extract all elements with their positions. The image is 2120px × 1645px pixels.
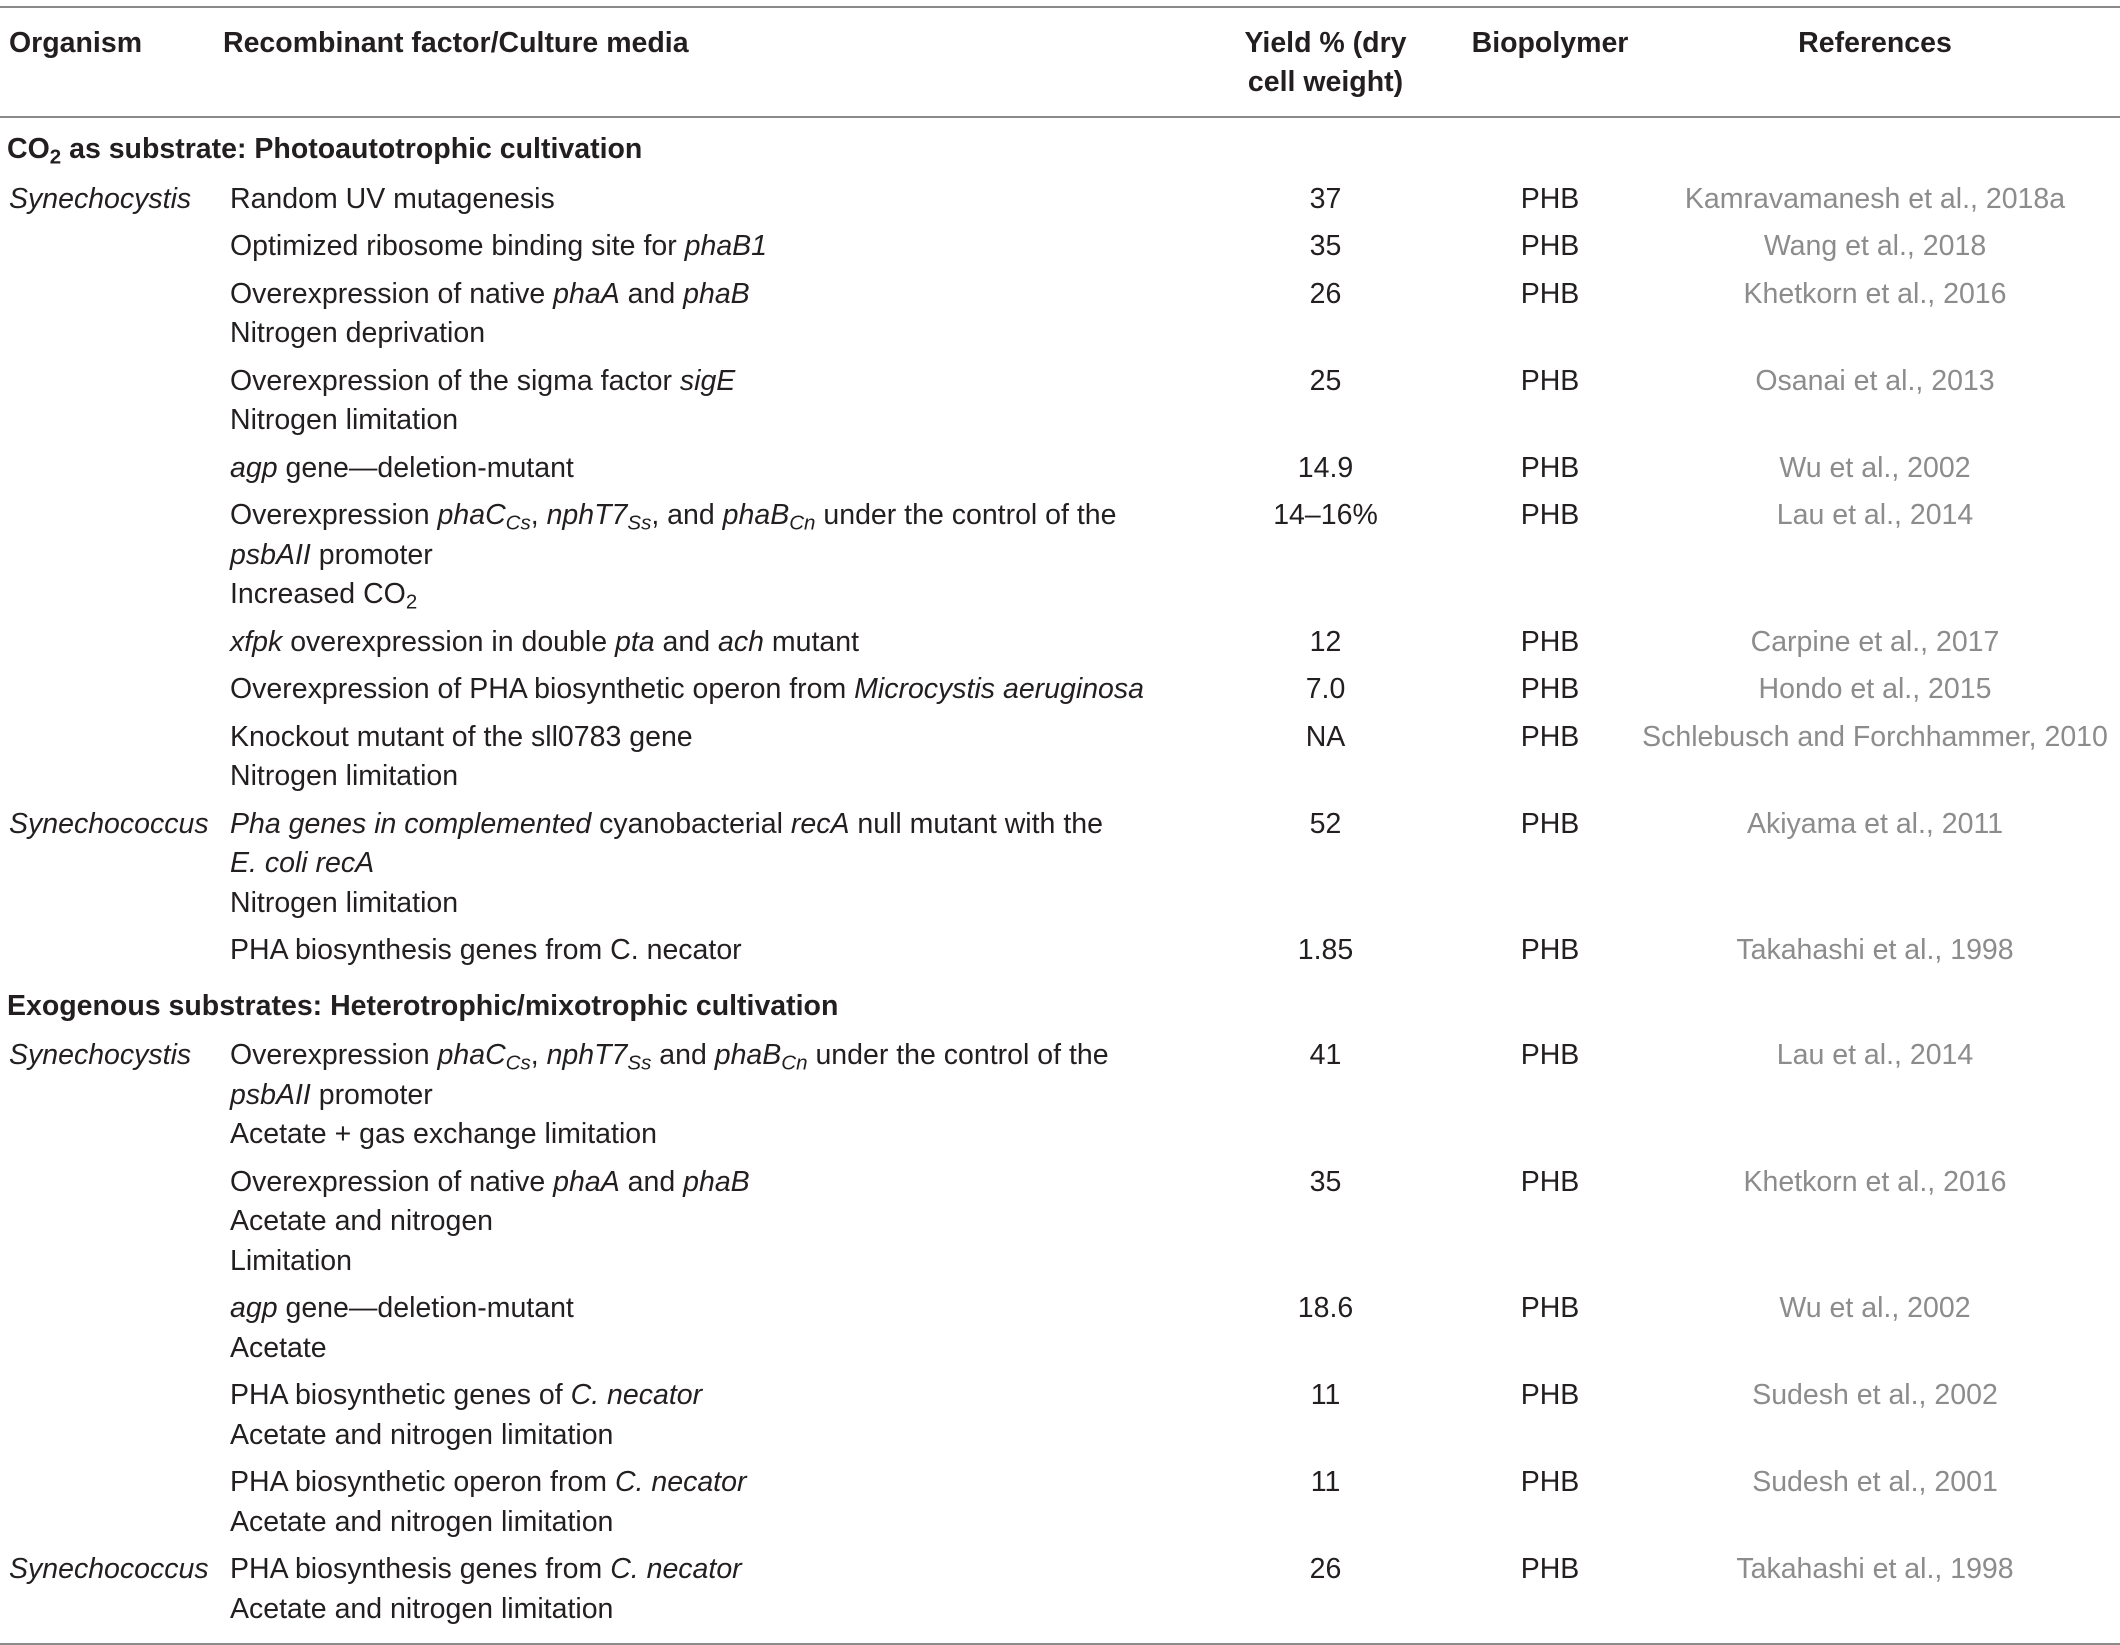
factor-text: and	[651, 1039, 715, 1071]
header-factor: Recombinant factor/Culture media	[223, 7, 1181, 117]
factor-text: psbAII	[230, 1078, 311, 1111]
factor-line	[230, 536, 1181, 576]
factor-line	[230, 1242, 1181, 1282]
factor-line	[230, 1376, 1181, 1416]
yield-cell: 7.0	[1305, 673, 1346, 705]
factor-text: Nitrogen limitation	[230, 886, 459, 919]
factor-line	[230, 1416, 1181, 1456]
section-title-subscript: 2	[49, 145, 62, 169]
factor-text: ,	[530, 499, 547, 531]
yield-cell: 35	[1309, 1165, 1342, 1198]
factor-text: Acetate and nitrogen	[230, 1205, 494, 1237]
reference-cell: Takahashi et al., 1998	[1736, 934, 2014, 966]
factor-text: null mutant with the	[849, 807, 1103, 840]
organism-cell: Synechococcus	[9, 807, 209, 840]
factor-text: Ss	[627, 511, 652, 535]
section-row	[0, 117, 2120, 176]
factor-cell	[223, 1032, 1181, 1159]
factor-line	[230, 1463, 1181, 1503]
table-row	[0, 1546, 2120, 1644]
factor-line	[230, 1202, 1181, 1242]
factor-text: and	[654, 625, 719, 658]
section-row	[0, 975, 2120, 1033]
factor-subscript	[627, 1052, 651, 1075]
factor-line	[230, 844, 1181, 884]
factor-text: Acetate + gas exchange limitation	[230, 1118, 657, 1150]
factor-line	[230, 1163, 1181, 1203]
factor-text: Limitation	[230, 1244, 352, 1277]
section-title	[0, 117, 2120, 176]
table-row	[0, 801, 2120, 928]
biopolymer-cell: PHB	[1520, 230, 1580, 262]
biopolymer-cell: PHB	[1520, 720, 1580, 753]
biopolymer-cell: PHB	[1520, 451, 1580, 484]
factor-line	[230, 401, 1181, 441]
factor-text: Overexpression of native	[230, 1165, 554, 1198]
factor-text: mutant	[763, 625, 860, 658]
factor-text: C. necator	[610, 1553, 742, 1585]
reference-cell: Schlebusch and Forchhammer, 2010	[1642, 720, 2108, 753]
reference-cell: Kamravamanesh et al., 2018a	[1684, 182, 2066, 215]
factor-line	[230, 670, 1181, 710]
factor-subscript	[781, 1052, 807, 1075]
factor-line	[230, 275, 1181, 315]
section-title	[0, 975, 2120, 1033]
factor-line	[230, 496, 1181, 536]
factor-text: Overexpression of native	[230, 277, 554, 310]
factor-text: 2	[405, 590, 418, 614]
factor-line	[230, 718, 1181, 758]
factor-text: gene—deletion-mutant	[277, 451, 574, 484]
table-row	[0, 666, 2120, 714]
factor-line	[230, 362, 1181, 402]
factor-text: phaC	[437, 499, 506, 531]
factor-line	[230, 1503, 1181, 1543]
table-row	[0, 1159, 2120, 1286]
factor-line	[230, 931, 1181, 971]
factor-text: nphT7	[546, 499, 628, 531]
yield-cell: 11	[1310, 1379, 1341, 1411]
factor-text: phaA	[553, 1165, 620, 1198]
factor-cell	[223, 619, 1181, 667]
reference-cell: Wang et al., 2018	[1763, 230, 1987, 262]
factor-subscript	[506, 512, 531, 535]
factor-text: ach	[718, 625, 764, 658]
factor-text: agp	[230, 451, 278, 484]
factor-text: Pha genes in complemented	[230, 807, 592, 840]
factor-line	[230, 805, 1181, 845]
table-row	[0, 223, 2120, 271]
organism-cell	[0, 927, 223, 975]
factor-line	[230, 227, 1181, 267]
yield-cell: 26	[1181, 1546, 1470, 1644]
biopolymer-cell: PHB	[1520, 1379, 1580, 1411]
factor-line	[230, 1289, 1181, 1329]
header-organism: Organism	[0, 7, 223, 117]
table-row	[0, 176, 2120, 224]
factor-text: overexpression in double	[282, 625, 615, 658]
reference-cell: Sudesh et al., 2002	[1752, 1379, 1998, 1411]
factor-text: phaB	[683, 277, 750, 310]
factor-text: phaB1	[684, 230, 768, 262]
factor-text: xfpk	[230, 625, 283, 658]
factor-line	[230, 1329, 1181, 1369]
data-table	[0, 6, 2120, 1645]
section-title-text: Exogenous substrates: Heterotrophic/mixotrophic cultivation	[7, 989, 839, 1022]
biopolymer-cell: PHB	[1520, 1165, 1580, 1198]
table-row	[0, 445, 2120, 493]
factor-text: Acetate and nitrogen limitation	[230, 1505, 614, 1538]
factor-text: phaC	[437, 1039, 506, 1071]
yield-cell: 37	[1309, 182, 1342, 215]
yield-cell: 25	[1309, 364, 1342, 397]
yield-cell: 14.9	[1297, 451, 1354, 484]
table-row	[0, 271, 2120, 358]
factor-cell	[223, 1372, 1181, 1459]
yield-cell: 41	[1309, 1039, 1342, 1071]
yield-cell: 35	[1309, 230, 1342, 262]
table-row	[0, 1459, 2120, 1546]
factor-text: sigE	[679, 364, 736, 397]
table-row	[0, 619, 2120, 667]
reference-cell: Takahashi et al., 1998	[1630, 1546, 2120, 1644]
factor-text: Overexpression	[230, 499, 438, 531]
factor-text: and	[619, 277, 684, 310]
reference-cell: Lau et al., 2014	[1776, 499, 1974, 531]
factor-line	[230, 1036, 1181, 1076]
organism-cell: Synechocystis	[9, 1039, 192, 1071]
organism-cell	[0, 666, 223, 714]
factor-text: Overexpression of the sigma factor	[230, 364, 680, 397]
biopolymer-cell: PHB	[1520, 277, 1580, 310]
yield-cell: 11	[1310, 1466, 1341, 1498]
factor-line	[230, 884, 1181, 924]
factor-text: Ss	[627, 1051, 652, 1075]
factor-line	[230, 623, 1181, 663]
table-body	[0, 117, 2120, 1644]
yield-cell: 26	[1309, 277, 1342, 310]
factor-subscript	[406, 591, 417, 614]
table-row	[0, 714, 2120, 801]
factor-line	[230, 757, 1181, 797]
table-row	[0, 1032, 2120, 1159]
factor-line	[230, 314, 1181, 354]
organism-cell	[0, 619, 223, 667]
factor-text: recA	[790, 807, 850, 840]
factor-text: cyanobacterial	[591, 807, 791, 840]
biopolymer-cell: PHB	[1520, 1039, 1580, 1071]
header-references: References	[1630, 7, 2120, 117]
table-row	[0, 358, 2120, 445]
factor-line	[230, 1076, 1181, 1116]
factor-cell	[223, 176, 1181, 224]
factor-text: pta	[615, 625, 655, 658]
factor-text: PHA biosynthetic operon from	[230, 1466, 615, 1498]
factor-text: nphT7	[546, 1039, 628, 1071]
factor-text: , and	[651, 499, 723, 531]
header-row	[0, 7, 2120, 117]
factor-line	[230, 1550, 1181, 1590]
biopolymer-cell: PHB	[1470, 1546, 1630, 1644]
factor-cell	[223, 927, 1181, 975]
yield-cell: 18.6	[1297, 1292, 1354, 1324]
factor-text: ,	[530, 1039, 547, 1071]
factor-text: and	[619, 1165, 684, 1198]
biopolymer-cell: PHB	[1520, 182, 1580, 215]
organism-cell	[0, 358, 223, 445]
biopolymer-cell: PHB	[1520, 364, 1580, 397]
factor-subscript	[506, 1052, 531, 1075]
factor-text: Cs	[505, 1051, 531, 1075]
reference-cell: Wu et al., 2002	[1779, 1292, 1971, 1324]
factor-text: Overexpression of PHA biosynthetic operon from	[230, 673, 855, 705]
factor-cell	[223, 492, 1181, 619]
table-row	[0, 492, 2120, 619]
factor-line	[230, 1115, 1181, 1155]
factor-text: PHA biosynthetic genes of	[230, 1379, 571, 1411]
organism-cell	[0, 714, 223, 801]
yield-cell: 52	[1309, 807, 1342, 840]
reference-cell: Khetkorn et al., 2016	[1743, 1165, 2007, 1198]
factor-text: promoter	[310, 538, 433, 571]
factor-text: phaB	[683, 1165, 750, 1198]
organism-cell	[0, 223, 223, 271]
factor-text: gene—deletion-mutant	[277, 1292, 574, 1324]
organism-cell	[0, 1372, 223, 1459]
yield-cell: NA	[1305, 720, 1346, 753]
factor-subscript	[627, 512, 651, 535]
factor-text: Nitrogen deprivation	[230, 317, 486, 349]
factor-line	[230, 180, 1181, 220]
factor-text: Acetate	[230, 1331, 327, 1364]
factor-cell	[223, 714, 1181, 801]
factor-text: C. necator	[570, 1379, 703, 1411]
organism-cell: Synechocystis	[9, 182, 192, 215]
factor-text: phaA	[553, 277, 620, 310]
factor-cell	[223, 271, 1181, 358]
factor-line	[230, 449, 1181, 489]
biopolymer-cell: PHB	[1520, 673, 1580, 705]
biopolymer-cell: PHB	[1520, 499, 1580, 531]
section-title-suffix: as substrate: Photoautotrophic cultivation	[61, 133, 643, 165]
factor-text: Nitrogen limitation	[230, 760, 459, 792]
factor-cell	[223, 1546, 1181, 1644]
header-yield	[1181, 7, 1470, 117]
yield-cell: 1.85	[1297, 934, 1354, 966]
biopolymer-cell: PHB	[1520, 625, 1580, 658]
yield-cell: 12	[1309, 625, 1342, 658]
yield-cell: 14–16%	[1273, 499, 1378, 531]
biopolymer-cell: PHB	[1520, 807, 1580, 840]
factor-cell	[223, 445, 1181, 493]
factor-cell	[223, 1459, 1181, 1546]
reference-cell: Osanai et al., 2013	[1755, 364, 1995, 397]
factor-text: Cn	[789, 511, 816, 535]
factor-cell	[223, 358, 1181, 445]
factor-text: Cn	[781, 1051, 808, 1075]
factor-text: Nitrogen limitation	[230, 404, 459, 436]
reference-cell: Khetkorn et al., 2016	[1743, 277, 2007, 310]
factor-text: agp	[230, 1292, 278, 1324]
organism-cell	[0, 271, 223, 358]
table-row	[0, 1285, 2120, 1372]
factor-text: Overexpression	[230, 1039, 438, 1071]
factor-text: promoter	[310, 1078, 433, 1111]
biopolymer-cell: PHB	[1520, 934, 1580, 966]
factor-text: Cs	[505, 511, 531, 535]
factor-text: Optimized ribosome binding site for	[230, 230, 685, 262]
section-title-text: CO	[7, 133, 50, 165]
reference-cell: Akiyama et al., 2011	[1746, 807, 2004, 840]
organism-cell	[0, 1459, 223, 1546]
header-biopolymer: Biopolymer	[1470, 7, 1630, 117]
organism-cell	[0, 492, 223, 619]
organism-cell: Synechococcus	[0, 1546, 223, 1644]
factor-cell	[223, 1285, 1181, 1372]
factor-text: phaB	[714, 1039, 782, 1071]
organism-cell	[0, 1159, 223, 1286]
factor-text: phaB	[722, 499, 790, 531]
factor-line	[230, 575, 1181, 615]
reference-cell: Lau et al., 2014	[1776, 1039, 1974, 1071]
factor-cell	[223, 223, 1181, 271]
factor-text: C. necator	[614, 1466, 747, 1498]
reference-cell: Hondo et al., 2015	[1758, 673, 1992, 705]
table-row	[0, 927, 2120, 975]
organism-cell	[0, 445, 223, 493]
factor-text: Microcystis aeruginosa	[854, 673, 1144, 705]
biopolymer-cell: PHB	[1520, 1292, 1580, 1324]
factor-line	[230, 1590, 1181, 1630]
factor-text: Increased CO	[230, 578, 406, 610]
factor-cell	[223, 801, 1181, 928]
factor-text: Random UV mutagenesis	[230, 182, 555, 215]
factor-text: Acetate and nitrogen limitation	[230, 1418, 614, 1451]
organism-cell	[0, 1285, 223, 1372]
table-header	[0, 7, 2120, 117]
factor-text: PHA biosynthesis genes from	[230, 1553, 611, 1585]
reference-cell: Wu et al., 2002	[1779, 451, 1971, 484]
biopolymer-cell: PHB	[1520, 1466, 1580, 1498]
factor-subscript	[789, 512, 815, 535]
factor-text: under the control of the	[815, 499, 1117, 531]
factor-text: PHA biosynthesis genes from C. necator	[230, 934, 742, 966]
reference-cell: Sudesh et al., 2001	[1752, 1466, 1998, 1498]
factor-cell	[223, 666, 1181, 714]
factor-text: under the control of the	[807, 1039, 1109, 1071]
factor-text: Knockout mutant of the sll0783 gene	[230, 720, 693, 753]
table-row	[0, 1372, 2120, 1459]
factor-text: E. coli recA	[230, 847, 375, 879]
factor-text: Acetate and nitrogen limitation	[230, 1592, 614, 1625]
factor-text: psbAII	[230, 538, 311, 571]
header-yield-text: Yield % (dry cell weight)	[1244, 27, 1407, 98]
factor-cell	[223, 1159, 1181, 1286]
reference-cell: Carpine et al., 2017	[1750, 625, 2000, 658]
